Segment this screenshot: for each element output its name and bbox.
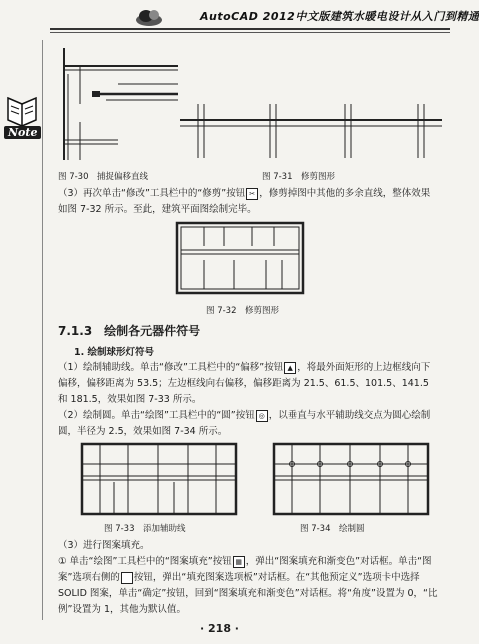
figure-7-34	[272, 442, 430, 516]
pattern-browse-button-icon	[121, 572, 133, 584]
figure-7-31	[180, 100, 442, 160]
cad-logo-icon	[134, 6, 164, 28]
offset-tool-icon: ▲	[284, 362, 296, 374]
header-rule	[50, 28, 450, 30]
hatch-tool-icon: ▦	[233, 556, 245, 568]
figure-7-32	[174, 220, 306, 296]
paragraph-trim-text-a: （3）再次单击“修改”工具栏中的“修剪”按钮	[58, 188, 246, 199]
paragraph-hatch-intro: （3）进行图案填充。	[58, 540, 150, 551]
caption-fig-7-31: 图 7-31 修剪图形	[262, 172, 335, 182]
paragraph-hatch	[58, 554, 438, 618]
paragraph-offset-text-b: ，将最外面矩形的上边框线向下偏移，偏移距离为 53.5；左边框线向右偏移，偏移距离为 21.5、61.5、101.5、141.5 和 181.5，效果如图 7-33 所示。	[58, 362, 431, 405]
paragraph-hatch-text-a: ① 单击“绘图”工具栏中的“图案填充”按钮	[58, 556, 232, 567]
paragraph-trim-text-b: ，修剪掉图中其他的多余直线，整体效果如图 7-32 所示。至此，建筑平面图绘制完毕。	[58, 188, 431, 215]
note-label: Note	[4, 126, 41, 139]
caption-fig-7-33: 图 7-33 添加辅助线	[104, 524, 186, 534]
caption-fig-7-30: 图 7-30 捕捉偏移直线	[58, 172, 148, 182]
circle-tool-icon: ◎	[256, 410, 268, 422]
paragraph-offset	[58, 360, 438, 408]
trim-tool-icon: ✂	[246, 188, 258, 200]
header-title: AutoCAD 2012中文版建筑水暖电设计从入门到精通	[200, 10, 479, 23]
paragraph-circle	[58, 408, 438, 440]
caption-fig-7-34: 图 7-34 绘制圆	[300, 524, 365, 534]
paragraph-hatch-text-b: ，弹出“图案填充和渐变色”对话框。单击“图案”选项右侧的	[58, 556, 432, 583]
paragraph-offset-text-a: （1）绘制辅助线。单击“修改”工具栏中的“偏移”按钮	[58, 362, 284, 373]
header-rule-thin	[50, 32, 450, 33]
page-header	[50, 6, 479, 40]
margin-divider	[42, 40, 43, 620]
paragraph-circle-text-b: ，以垂直与水平辅助线交点为圆心绘制圆，半径为 2.5，效果如图 7-34 所示。	[58, 410, 431, 437]
paragraph-trim	[58, 186, 438, 218]
figure-7-30	[58, 44, 184, 164]
subsection-title: 1. 绘制球形灯符号	[74, 347, 155, 358]
caption-fig-7-32: 图 7-32 修剪图形	[206, 306, 279, 316]
paragraph-circle-text-a: （2）绘制圆。单击“绘图”工具栏中的“圆”按钮	[58, 410, 255, 421]
figure-7-33	[80, 442, 238, 516]
section-title: 7.1.3 绘制各元器件符号	[58, 324, 201, 338]
page-number: · 218 ·	[200, 622, 239, 635]
paragraph-hatch-text-c: 按钮，弹出“填充图案选项板”对话框。在“其他预定义”选项卡中选择 SOLID 图案，单击“确定”按钮，回到“图案填充和渐变色”对话框。将“角度”设置为 0，“比例”设置为 1，其他为默认值。	[58, 572, 438, 615]
